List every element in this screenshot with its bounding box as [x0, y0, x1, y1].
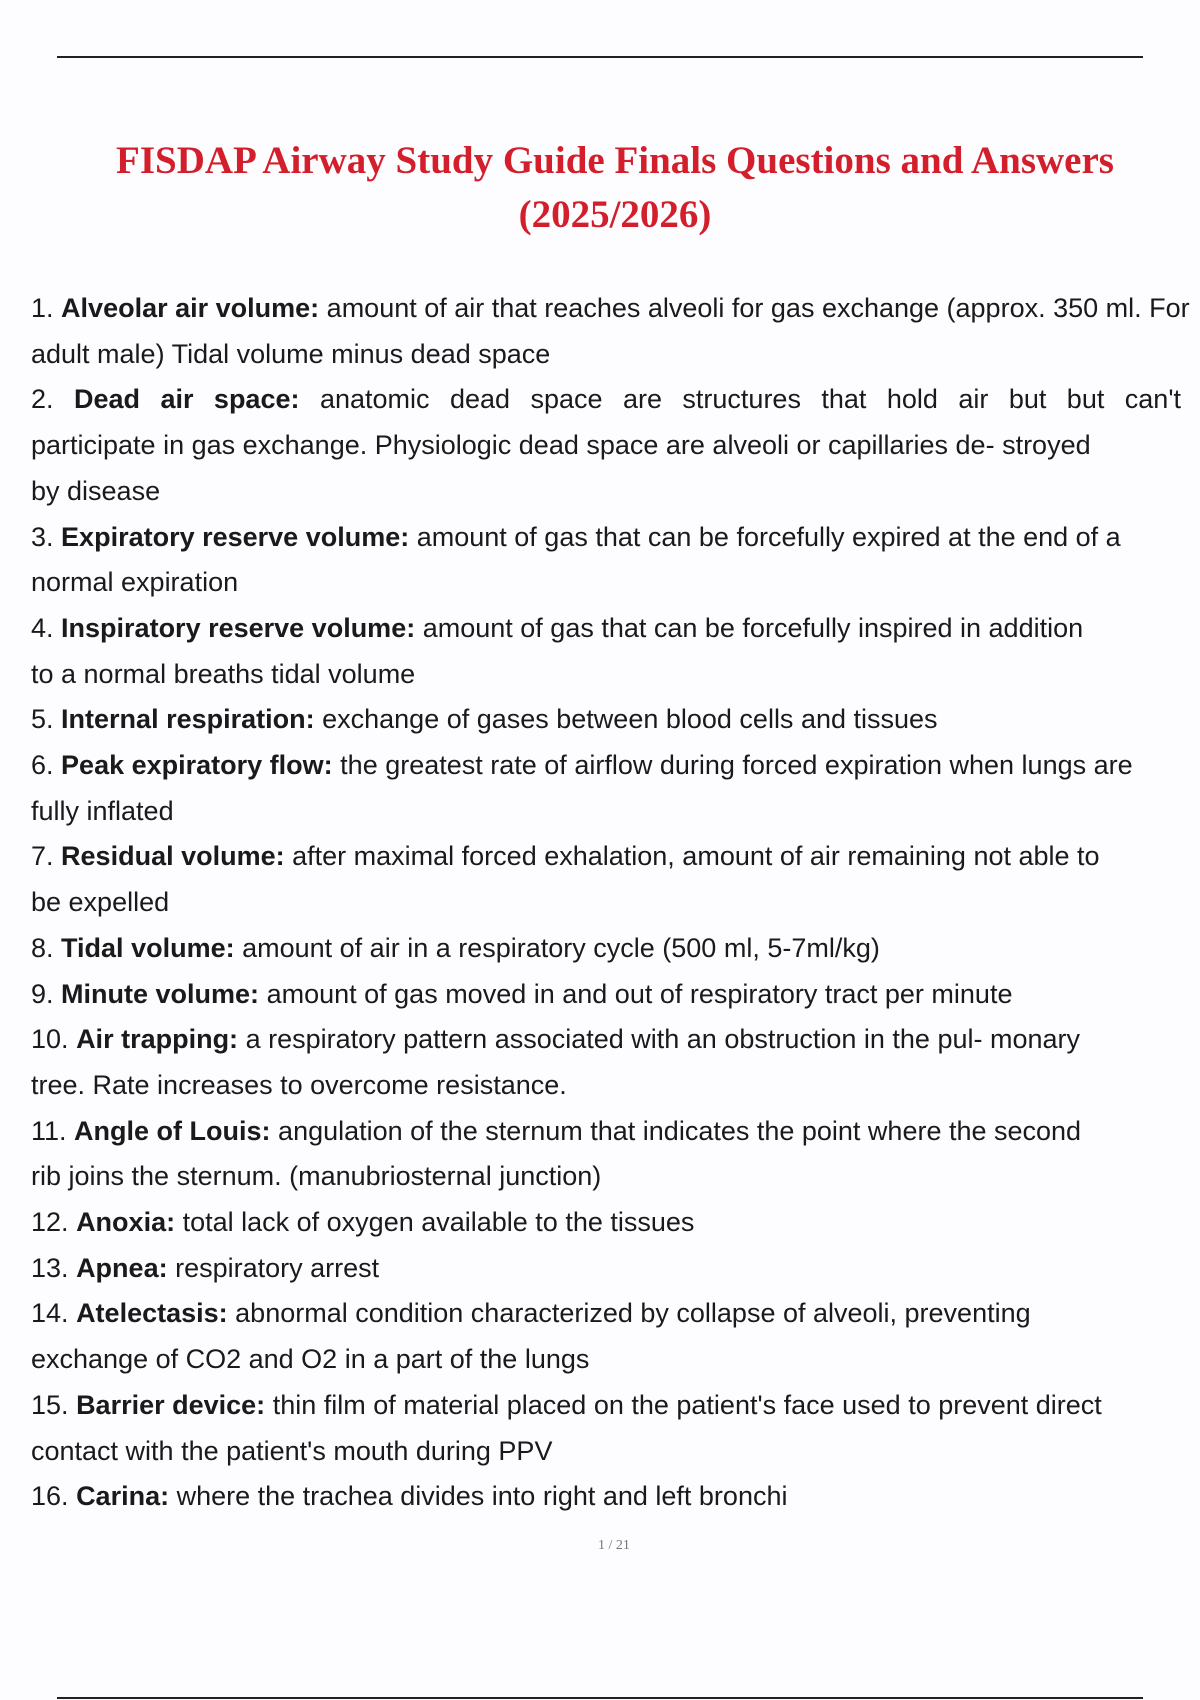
qa-item: 9. Minute volume: amount of gas moved in and out of respiratory tract per minute: [31, 978, 1013, 1009]
qa-item: 2. Dead air space: anatomic dead space are structures that hold air but but can't participate in gas exchange. Physiologic dead space are alveoli or capillaries de- stroyed by disease: [31, 377, 1200, 514]
page-number: 1 / 21: [598, 1538, 630, 1553]
definition: exchange of gases between blood cells and tissues: [322, 704, 938, 735]
qa-item: 5. Internal respiration: exchange of gases between blood cells and tissues: [31, 704, 938, 735]
term: Expiratory reserve volume:: [61, 521, 410, 552]
definition-continued: contact with the patient's mouth during PPV: [31, 1435, 553, 1466]
qa-item: 7. Residual volume: after maximal forced exhalation, amount of air remaining not able to be expelled: [31, 834, 1200, 925]
term: Residual volume:: [61, 841, 285, 872]
term: Minute volume:: [61, 978, 260, 1009]
definition: the greatest rate of airflow during forced expiration when lungs are: [340, 750, 1133, 781]
definition: abnormal condition characterized by collapse of alveoli, preventing: [235, 1298, 1031, 1329]
definition: amount of gas that can be forcefully expired at the end of a: [416, 521, 1121, 552]
title-line-2: (2025/2026): [518, 193, 712, 237]
definition: anatomic dead space are structures that hold air but but can't: [319, 384, 1181, 415]
term: Alveolar air volume:: [61, 293, 320, 323]
document-title: [60, 134, 1170, 242]
definition-continued: tree. Rate increases to overcome resistance.: [31, 1069, 567, 1100]
definition-continued: to a normal breaths tidal volume: [31, 658, 416, 689]
qa-item: 16. Carina: where the trachea divides into right and left bronchi: [31, 1481, 788, 1512]
definition: amount of gas that can be forcefully inspired in addition: [422, 612, 1084, 643]
term: Anoxia:: [76, 1207, 176, 1238]
definition: angulation of the sternum that indicates the point where the second: [278, 1115, 1082, 1146]
definition: thin film of material placed on the patient's face used to prevent direct: [272, 1389, 1102, 1420]
definition-continued: rib joins the sternum. (manubriosternal junction): [31, 1161, 602, 1192]
definition: amount of air that reaches alveoli for gas exchange (approx. 350 ml. For: [326, 293, 1190, 323]
term: Barrier device:: [76, 1389, 266, 1420]
term: Peak expiratory flow:: [61, 750, 333, 781]
definition: respiratory arrest: [175, 1252, 380, 1283]
term: Air trapping:: [76, 1024, 239, 1055]
definition-continued: adult male) Tidal volume minus dead space: [31, 338, 551, 369]
qa-item: 4. Inspiratory reserve volume: amount of gas that can be forcefully inspired in addition to a normal breaths tidal volume: [31, 606, 1200, 697]
definition-continued: normal expiration: [31, 567, 239, 598]
definition: amount of air in a respiratory cycle (500 ml, 5-7ml/kg): [242, 932, 880, 963]
bottom-rule: [57, 1697, 1143, 1699]
definition-continued: exchange of CO2 and O2 in a part of the lungs: [31, 1344, 590, 1375]
definition-continued: fully inflated: [31, 795, 174, 826]
qa-list: [31, 286, 1200, 1520]
definition: where the trachea divides into right and left bronchi: [176, 1481, 788, 1512]
qa-item: 15. Barrier device: thin film of material placed on the patient's face used to prevent direct contact with the patient's mouth during PPV: [31, 1383, 1200, 1474]
qa-item: 10. Air trapping: a respiratory pattern associated with an obstruction in the pul- monary tree. Rate increases to overcome resistance.: [31, 1017, 1200, 1108]
definition-continued: by disease: [31, 475, 161, 506]
definition: amount of gas moved in and out of respiratory tract per minute: [266, 978, 1013, 1009]
qa-item: 8. Tidal volume: amount of air in a respiratory cycle (500 ml, 5-7ml/kg): [31, 932, 880, 963]
term: Inspiratory reserve volume:: [61, 612, 416, 643]
term: Dead air space:: [73, 384, 300, 415]
definition: total lack of oxygen available to the tissues: [182, 1207, 695, 1238]
term: Angle of Louis:: [74, 1115, 271, 1146]
qa-item: 11. Angle of Louis: angulation of the sternum that indicates the point where the second rib joins the sternum. (manubriosternal junction): [31, 1109, 1200, 1200]
title-line-1: FISDAP Airway Study Guide Finals Questions and Answers: [116, 139, 1114, 183]
top-rule: [57, 56, 1143, 58]
term: Internal respiration:: [61, 704, 315, 735]
qa-item: 12. Anoxia: total lack of oxygen available to the tissues: [31, 1207, 695, 1238]
term: Atelectasis:: [76, 1298, 228, 1329]
term: Carina:: [76, 1481, 170, 1512]
qa-item: 1. Alveolar air volume: amount of air that reaches alveoli for gas exchange (approx. 350 ml. For adult male) Tidal volume minus dead space: [31, 286, 1200, 377]
qa-item: 6. Peak expiratory flow: the greatest rate of airflow during forced expiration when lungs are fully inflated: [31, 743, 1200, 834]
definition: after maximal forced exhalation, amount of air remaining not able to: [292, 841, 1100, 872]
definition-continued: be expelled: [31, 887, 170, 918]
qa-item: 13. Apnea: respiratory arrest: [31, 1252, 380, 1283]
qa-item: 14. Atelectasis: abnormal condition characterized by collapse of alveoli, preventing exchange of CO2 and O2 in a part of the lungs: [31, 1291, 1200, 1382]
definition: a respiratory pattern associated with an obstruction in the pul- monary: [245, 1024, 1081, 1055]
definition-continued: participate in gas exchange. Physiologic dead space are alveoli or capillaries de- stroyed: [31, 430, 1091, 461]
term: Tidal volume:: [61, 932, 235, 963]
qa-item: 3. Expiratory reserve volume: amount of gas that can be forcefully expired at the end of a normal expiration: [31, 515, 1200, 606]
term: Apnea:: [76, 1252, 168, 1283]
